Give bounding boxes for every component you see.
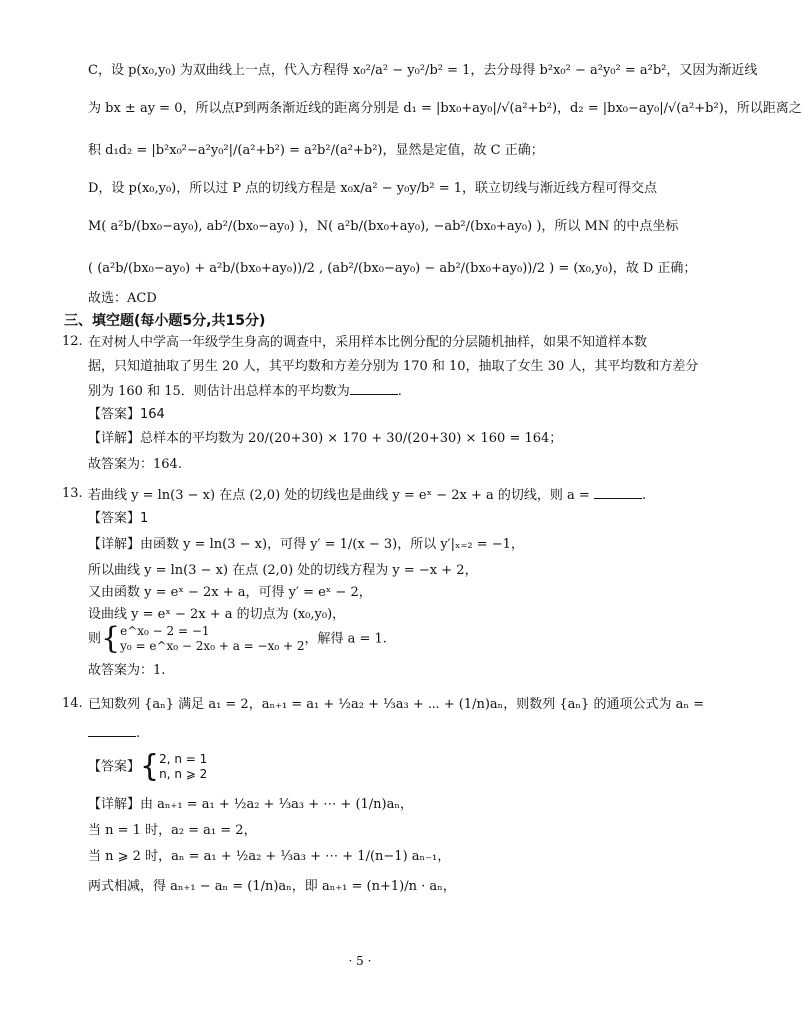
choose-answer: 故选：ACD: [88, 291, 157, 306]
question-14-answer-label: 【答案】: [88, 759, 141, 775]
system-row-1: e^x₀ − 2 = −1: [120, 624, 210, 638]
question-13-text-end: .: [641, 488, 647, 503]
piecewise-answer: [159, 752, 207, 782]
option-d-line-3: ( (a²b/(bx₀−ay₀) + a²b/(bx₀+ay₀))/2 , (ab²/(bx₀−ay₀) − ab²/(bx₀+ay₀))/2 ) = (x₀,y₀)，故 D 正确；: [88, 261, 697, 276]
question-13-text-row: [88, 486, 680, 505]
answer-blank: [594, 486, 642, 499]
answer-blank: [350, 382, 398, 395]
question-13-final: 故答案为：1.: [88, 663, 166, 678]
option-c-line-2: 为 bx ± ay = 0，所以点P到两条渐近线的距离分别是 d₁ = |bx₀+ay₀|/√(a²+b²)，d₂ = |bx₀−ay₀|/√(a²+b²)，所以距离之: [88, 101, 802, 116]
question-13-detail-2: 所以曲线 y = ln(3 − x) 在点 (2,0) 处的切线方程为 y = −x + 2，: [88, 563, 478, 578]
option-c-line-3: 积 d₁d₂ = |b²x₀²−a²y₀²|/(a²+b²) = a²b²/(a²+b²)，显然是定值，故 C 正确；: [88, 143, 544, 158]
question-13-system-row: [88, 621, 680, 656]
question-14-detail-1: 【详解】由 aₙ₊₁ = a₁ + ½a₂ + ⅓a₃ + ⋯ + (1/n)aₙ，: [88, 797, 413, 812]
question-14-answer-row: [88, 749, 680, 784]
question-12-text-3: 别为 160 和 15．则估计出总样本的平均数为: [88, 384, 350, 399]
question-14-detail-4: 两式相减，得 aₙ₊₁ − aₙ = (1/n)aₙ，即 aₙ₊₁ = (n+1)/n · aₙ，: [88, 879, 456, 894]
option-c-line-1: C，设 p(x₀,y₀) 为双曲线上一点，代入方程得 x₀²/a² − y₀²/b² = 1，去分母得 b²x₀² − a²y₀² = a²b²，又因为渐近线: [88, 63, 758, 78]
question-12-text-3-row: [88, 382, 680, 401]
question-13-detail-4: 设曲线 y = eˣ − 2x + a 的切点为 (x₀,y₀)，: [88, 607, 346, 622]
left-brace-icon: {: [140, 749, 160, 784]
option-d-line-2: M( a²b/(bx₀−ay₀), ab²/(bx₀−ay₀) )，N( a²b/(bx₀+ay₀), −ab²/(bx₀+ay₀) )，所以 MN 的中点坐标: [88, 219, 679, 234]
question-12-number: 12.: [62, 334, 83, 349]
system-prefix: 则: [88, 631, 102, 647]
option-d-line-1: D，设 p(x₀,y₀)，所以过 P 点的切线方程是 x₀x/a² − y₀y/b² = 1，联立切线与渐近线方程可得交点: [88, 181, 658, 196]
page-number: · 5 ·: [348, 954, 372, 968]
question-14-number: 14.: [62, 696, 83, 711]
system-suffix: ，解得 a = 1.: [304, 631, 387, 647]
question-12-text-2: 据，只知道抽取了男生 20 人，其平均数和方差分别为 170 和 10，抽取了女生 30 人，其平均数和方差分: [88, 359, 699, 374]
question-13-number: 13.: [62, 486, 83, 501]
question-12-final: 故答案为：164.: [88, 457, 182, 472]
section-heading: 三、填空题(每小题5分,共15分): [64, 313, 266, 329]
equation-system: [120, 624, 304, 654]
question-14-text-1: 已知数列 {aₙ} 满足 a₁ = 2，aₙ₊₁ = a₁ + ½a₂ + ⅓a₃ + ⋯ + (1/n)aₙ，则数列 {aₙ} 的通项公式为 aₙ =: [88, 697, 704, 712]
question-12-answer: 【答案】164: [88, 407, 165, 422]
question-12-text-3-end: .: [397, 384, 402, 399]
question-14-text-2: .: [136, 726, 141, 741]
question-13-answer: 【答案】1: [88, 511, 149, 526]
question-12-detail: 【详解】总样本的平均数为 20/(20+30) × 170 + 30/(20+30) × 160 = 164；: [88, 431, 563, 446]
question-13-detail-3: 又由函数 y = eˣ − 2x + a，可得 y′ = eˣ − 2，: [88, 585, 372, 600]
piecewise-row-1: 2, n = 1: [159, 752, 208, 766]
question-14-detail-3: 当 n ⩾ 2 时，aₙ = a₁ + ½a₂ + ⅓a₃ + ⋯ + 1/(n−1) aₙ₋₁，: [88, 849, 451, 864]
question-13-detail-1: 【详解】由函数 y = ln(3 − x)，可得 y′ = 1/(x − 3)，所以 y′|ₓ₌₂ = −1，: [88, 537, 524, 552]
question-12-text-1: 在对树人中学高一年级学生身高的调查中，采用样本比例分配的分层随机抽样，如果不知道样本数: [88, 335, 648, 350]
question-14-detail-2: 当 n = 1 时，a₂ = a₁ = 2，: [88, 823, 257, 838]
question-13-text: 若曲线 y = ln(3 − x) 在点 (2,0) 处的切线也是曲线 y = eˣ − 2x + a 的切线，则 a =: [88, 488, 590, 503]
system-row-2: y₀ = e^x₀ − 2x₀ + a = −x₀ + 2: [120, 639, 305, 653]
left-brace-icon: {: [101, 621, 121, 656]
answer-blank: [88, 724, 136, 737]
piecewise-row-2: n, n ⩾ 2: [159, 767, 208, 781]
question-14-text-2-row: [88, 724, 680, 743]
